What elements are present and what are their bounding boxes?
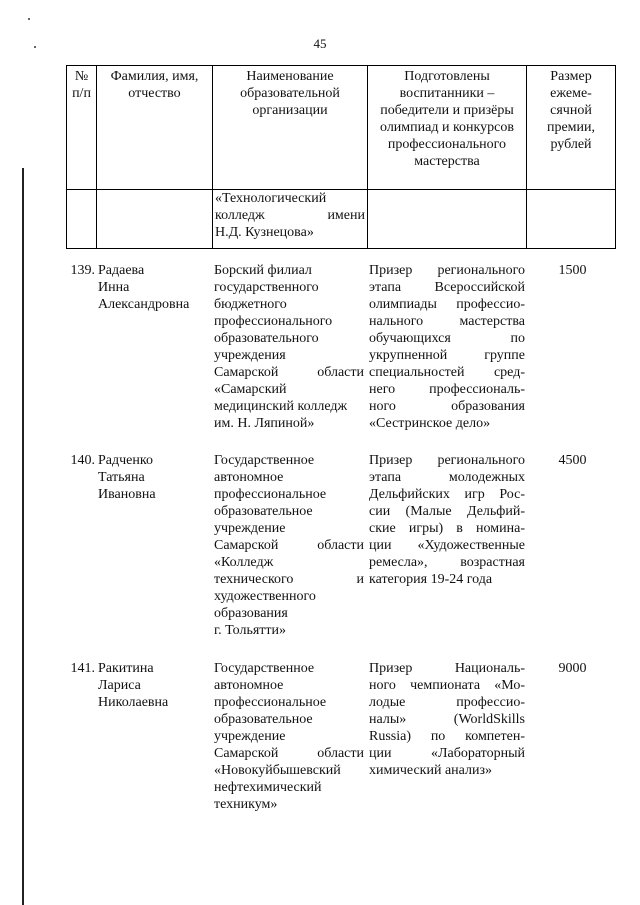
- entry-number: 140.: [70, 453, 95, 468]
- entry-organization: Государственное автономное профессиональное образовательное учреждение Самарской области «Новокуйбышевский нефтехимический техникум»: [214, 661, 364, 812]
- header-organization: Наименование образовательной организации: [213, 66, 368, 190]
- awards-table: [66, 65, 616, 249]
- page-number: 45: [313, 36, 327, 51]
- header-amount: Размер ежеме- сячной премии, рублей: [527, 66, 616, 190]
- entry-amount: 1500: [558, 263, 587, 278]
- entry-prize: Призер регионального этапа молодежных Дельфийских игр Рос- сии (Малые Дельфий- ские игры) в номина- ции «Художественные ремесла», возрастная категория 19-24 года: [369, 453, 525, 587]
- scan-margin-bar: [22, 168, 24, 905]
- entry-number: 139.: [70, 263, 95, 278]
- entry-name: Ракитина Лариса Николаевна: [98, 661, 169, 710]
- entry-organization: Борский филиал государственного бюджетного профессионального образовательного учреждения Самарской области «Самарский медицинский колледж им. Н. Ляпиной»: [214, 263, 364, 431]
- entry-name: Радаева Инна Александровна: [98, 263, 190, 312]
- entry-prize: Призер Националь- ного чемпионата «Мо- лодые профессио- налы» (WorldSkills Russia) по компетен- ции «Лабораторный химический анализ»: [369, 661, 525, 778]
- entry-amount: 4500: [558, 453, 587, 468]
- header-num: № п/п: [67, 66, 97, 190]
- header-prize: Подготовлены воспитанники – победители и призёры олимпиад и конкурсов профессионального мастерства: [368, 66, 527, 190]
- entry-amount: 9000: [558, 661, 587, 676]
- scan-speck: [34, 46, 36, 48]
- continuation-organization: «Технологический колледж имени Н.Д. Кузнецова»: [213, 190, 368, 249]
- entry-name: Радченко Татьяна Ивановна: [98, 453, 156, 502]
- table-header-row: [67, 66, 616, 190]
- header-name: Фамилия, имя, отчество: [97, 66, 213, 190]
- entry-prize: Призер регионального этапа Всероссийской олимпиады профессио- нального мастерства обучающихся по укрупненной группе специальностей сред- него профессиональ- ного образования «Сестринское дело»: [369, 263, 525, 431]
- table-continuation-row: [67, 190, 616, 249]
- entry-organization: Государственное автономное профессиональное образовательное учреждение Самарской области «Колледж технического и художественного образования г. Тольятти»: [214, 453, 364, 638]
- scan-speck: [28, 18, 30, 20]
- entry-number: 141.: [70, 661, 95, 676]
